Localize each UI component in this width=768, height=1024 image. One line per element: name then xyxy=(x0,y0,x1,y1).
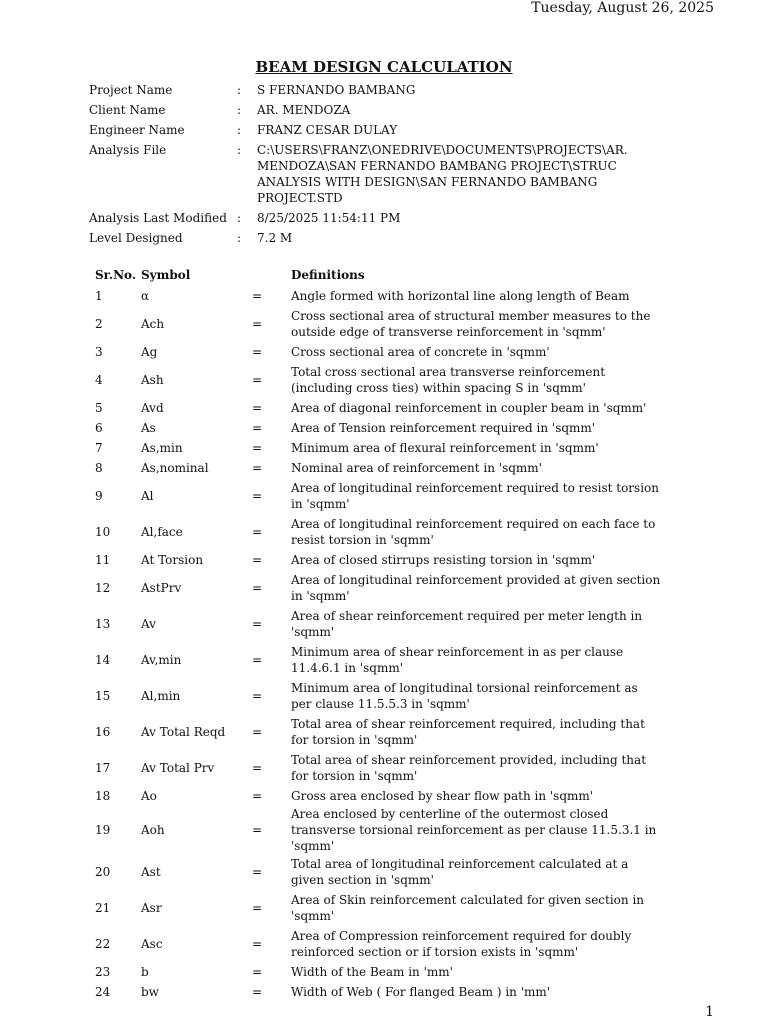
info-row xyxy=(89,230,689,246)
row-equals: = xyxy=(252,401,263,415)
row-equals: = xyxy=(252,725,263,739)
row-equals: = xyxy=(252,289,263,303)
row-symbol: At Torsion xyxy=(141,553,204,567)
row-definition: Area of longitudinal reinforcement required to resist torsion in 'sqmm' xyxy=(291,481,659,511)
row-equals: = xyxy=(252,789,263,803)
definition-row xyxy=(89,606,689,642)
row-number: 15 xyxy=(95,689,111,703)
header-symbol: Symbol xyxy=(141,268,191,282)
info-label: Analysis File xyxy=(89,143,167,157)
definition-row xyxy=(89,962,689,982)
row-definition: Cross sectional area of structural member measures to the outside edge of transverse reinforcement in 'sqmm' xyxy=(291,309,651,339)
row-equals: = xyxy=(252,421,263,435)
definition-row xyxy=(89,550,689,570)
table-header xyxy=(89,266,689,284)
row-number: 16 xyxy=(95,725,111,739)
project-info xyxy=(89,82,689,250)
definition-row xyxy=(89,478,689,514)
definition-row xyxy=(89,342,689,362)
row-number: 17 xyxy=(95,761,111,775)
row-definition: Total area of shear reinforcement provided, including that for torsion in 'sqmm' xyxy=(291,753,647,783)
row-definition: Gross area enclosed by shear flow path in 'sqmm' xyxy=(291,789,594,803)
row-number: 18 xyxy=(95,789,111,803)
definition-row xyxy=(89,438,689,458)
row-symbol: Al,face xyxy=(141,525,183,539)
definition-row xyxy=(89,982,689,1002)
definition-row xyxy=(89,458,689,478)
header-srno: Sr.No. xyxy=(95,268,137,282)
info-value: S FERNANDO BAMBANG xyxy=(257,83,416,97)
row-symbol: Al xyxy=(141,489,154,503)
row-equals: = xyxy=(252,761,263,775)
row-symbol: Ag xyxy=(141,345,158,359)
definition-row xyxy=(89,362,689,398)
definition-row xyxy=(89,750,689,786)
definition-row xyxy=(89,306,689,342)
row-definition: Width of the Beam in 'mm' xyxy=(291,965,453,979)
definition-row xyxy=(89,418,689,438)
row-equals: = xyxy=(252,823,263,837)
info-value: FRANZ CESAR DULAY xyxy=(257,123,398,137)
row-definition: Area of closed stirrups resisting torsion in 'sqmm' xyxy=(291,553,596,567)
row-symbol: bw xyxy=(141,985,159,999)
definition-row xyxy=(89,286,689,306)
row-definition: Area of longitudinal reinforcement required on each face to resist torsion in 'sqmm' xyxy=(291,517,656,547)
row-symbol: b xyxy=(141,965,149,979)
row-number: 6 xyxy=(95,421,103,435)
row-symbol: Asr xyxy=(141,901,162,915)
row-number: 24 xyxy=(95,985,111,999)
row-equals: = xyxy=(252,653,263,667)
row-symbol: Asc xyxy=(141,937,163,951)
row-equals: = xyxy=(252,901,263,915)
info-colon: : xyxy=(237,231,242,245)
definition-row xyxy=(89,806,689,854)
definition-row xyxy=(89,570,689,606)
row-definition: Area of Compression reinforcement required for doubly reinforced section or if torsion exists in 'sqmm' xyxy=(291,929,632,959)
row-equals: = xyxy=(252,617,263,631)
row-number: 2 xyxy=(95,317,103,331)
row-number: 7 xyxy=(95,441,103,455)
row-symbol: Avd xyxy=(141,401,164,415)
row-definition: Minimum area of flexural reinforcement in 'sqmm' xyxy=(291,441,599,455)
info-colon: : xyxy=(237,143,242,157)
row-symbol: Ach xyxy=(141,317,165,331)
row-symbol: Al,min xyxy=(141,689,181,703)
row-number: 21 xyxy=(95,901,111,915)
row-number: 23 xyxy=(95,965,111,979)
row-definition: Total area of longitudinal reinforcement calculated at a given section in 'sqmm' xyxy=(291,857,629,887)
page-number: 1 xyxy=(705,1004,714,1020)
definition-row xyxy=(89,890,689,926)
info-colon: : xyxy=(237,123,242,137)
row-number: 1 xyxy=(95,289,103,303)
row-equals: = xyxy=(252,489,263,503)
row-symbol: α xyxy=(141,289,150,303)
row-number: 22 xyxy=(95,937,111,951)
row-definition: Angle formed with horizontal line along length of Beam xyxy=(291,289,630,303)
info-value: 8/25/2025 11:54:11 PM xyxy=(257,211,401,225)
row-definition: Area enclosed by centerline of the outermost closed transverse torsional reinforcement as per clause 11.5.3.1 in 'sqmm' xyxy=(291,807,657,853)
row-definition: Area of diagonal reinforcement in coupler beam in 'sqmm' xyxy=(291,401,647,415)
row-equals: = xyxy=(252,689,263,703)
info-label: Project Name xyxy=(89,83,173,97)
row-definition: Width of Web ( For flanged Beam ) in 'mm' xyxy=(291,985,551,999)
info-row xyxy=(89,210,689,226)
row-number: 14 xyxy=(95,653,111,667)
info-colon: : xyxy=(237,211,242,225)
info-value: AR. MENDOZA xyxy=(257,103,351,117)
definition-row xyxy=(89,398,689,418)
row-symbol: As xyxy=(141,421,156,435)
row-number: 4 xyxy=(95,373,103,387)
definitions-table xyxy=(89,266,689,1002)
info-label: Client Name xyxy=(89,103,166,117)
row-number: 12 xyxy=(95,581,111,595)
row-equals: = xyxy=(252,865,263,879)
row-definition: Area of shear reinforcement required per meter length in 'sqmm' xyxy=(291,609,643,639)
row-symbol: Ao xyxy=(141,789,157,803)
definition-row xyxy=(89,854,689,890)
row-number: 11 xyxy=(95,553,111,567)
row-symbol: As,nominal xyxy=(141,461,209,475)
header-definitions: Definitions xyxy=(291,268,365,282)
row-definition: Cross sectional area of concrete in 'sqmm' xyxy=(291,345,550,359)
row-definition: Nominal area of reinforcement in 'sqmm' xyxy=(291,461,542,475)
row-symbol: As,min xyxy=(141,441,183,455)
row-number: 10 xyxy=(95,525,111,539)
row-equals: = xyxy=(252,525,263,539)
row-symbol: Ast xyxy=(141,865,161,879)
info-colon: : xyxy=(237,83,242,97)
row-number: 8 xyxy=(95,461,103,475)
info-colon: : xyxy=(237,103,242,117)
row-equals: = xyxy=(252,461,263,475)
definition-row xyxy=(89,926,689,962)
row-equals: = xyxy=(252,373,263,387)
definition-row xyxy=(89,714,689,750)
row-number: 5 xyxy=(95,401,103,415)
row-definition: Area of Tension reinforcement required in 'sqmm' xyxy=(291,421,596,435)
info-row xyxy=(89,82,689,98)
info-row xyxy=(89,102,689,118)
row-symbol: Av,min xyxy=(141,653,182,667)
row-definition: Minimum area of shear reinforcement in as per clause 11.4.6.1 in 'sqmm' xyxy=(291,645,624,675)
definition-row xyxy=(89,642,689,678)
row-symbol: Av Total Prv xyxy=(141,761,215,775)
row-definition: Total area of shear reinforcement required, including that for torsion in 'sqmm' xyxy=(291,717,645,747)
info-row xyxy=(89,142,689,206)
info-label: Analysis Last Modified xyxy=(89,211,227,225)
row-symbol: Ash xyxy=(141,373,164,387)
row-symbol: AstPrv xyxy=(141,581,182,595)
row-number: 13 xyxy=(95,617,111,631)
definition-row xyxy=(89,786,689,806)
row-equals: = xyxy=(252,317,263,331)
row-equals: = xyxy=(252,937,263,951)
row-symbol: Av xyxy=(141,617,156,631)
row-equals: = xyxy=(252,965,263,979)
row-definition: Area of Skin reinforcement calculated for given section in 'sqmm' xyxy=(291,893,645,923)
definition-row xyxy=(89,514,689,550)
definition-row xyxy=(89,678,689,714)
row-equals: = xyxy=(252,553,263,567)
info-row xyxy=(89,122,689,138)
row-symbol: Aoh xyxy=(141,823,165,837)
row-number: 20 xyxy=(95,865,111,879)
date-header: Tuesday, August 26, 2025 xyxy=(531,0,714,16)
row-equals: = xyxy=(252,441,263,455)
row-number: 3 xyxy=(95,345,103,359)
row-definition: Area of longitudinal reinforcement provided at given section in 'sqmm' xyxy=(291,573,661,603)
row-definition: Minimum area of longitudinal torsional reinforcement as per clause 11.5.5.3 in 'sqmm' xyxy=(291,681,638,711)
row-definition: Total cross sectional area transverse reinforcement (including cross ties) within spacing S in 'sqmm' xyxy=(291,365,606,395)
row-equals: = xyxy=(252,345,263,359)
info-value: C:\USERS\FRANZ\ONEDRIVE\DOCUMENTS\PROJECTS\AR. MENDOZA\SAN FERNANDO BAMBANG PROJECT\STRUC ANALYSIS WITH DESIGN\SAN FERNANDO BAMBANG PROJECT.STD xyxy=(257,143,628,205)
info-label: Engineer Name xyxy=(89,123,185,137)
document-title: BEAM DESIGN CALCULATION xyxy=(255,58,513,76)
info-label: Level Designed xyxy=(89,231,183,245)
row-number: 9 xyxy=(95,489,103,503)
row-number: 19 xyxy=(95,823,111,837)
row-equals: = xyxy=(252,985,263,999)
row-equals: = xyxy=(252,581,263,595)
info-value: 7.2 M xyxy=(257,231,293,245)
row-symbol: Av Total Reqd xyxy=(141,725,226,739)
